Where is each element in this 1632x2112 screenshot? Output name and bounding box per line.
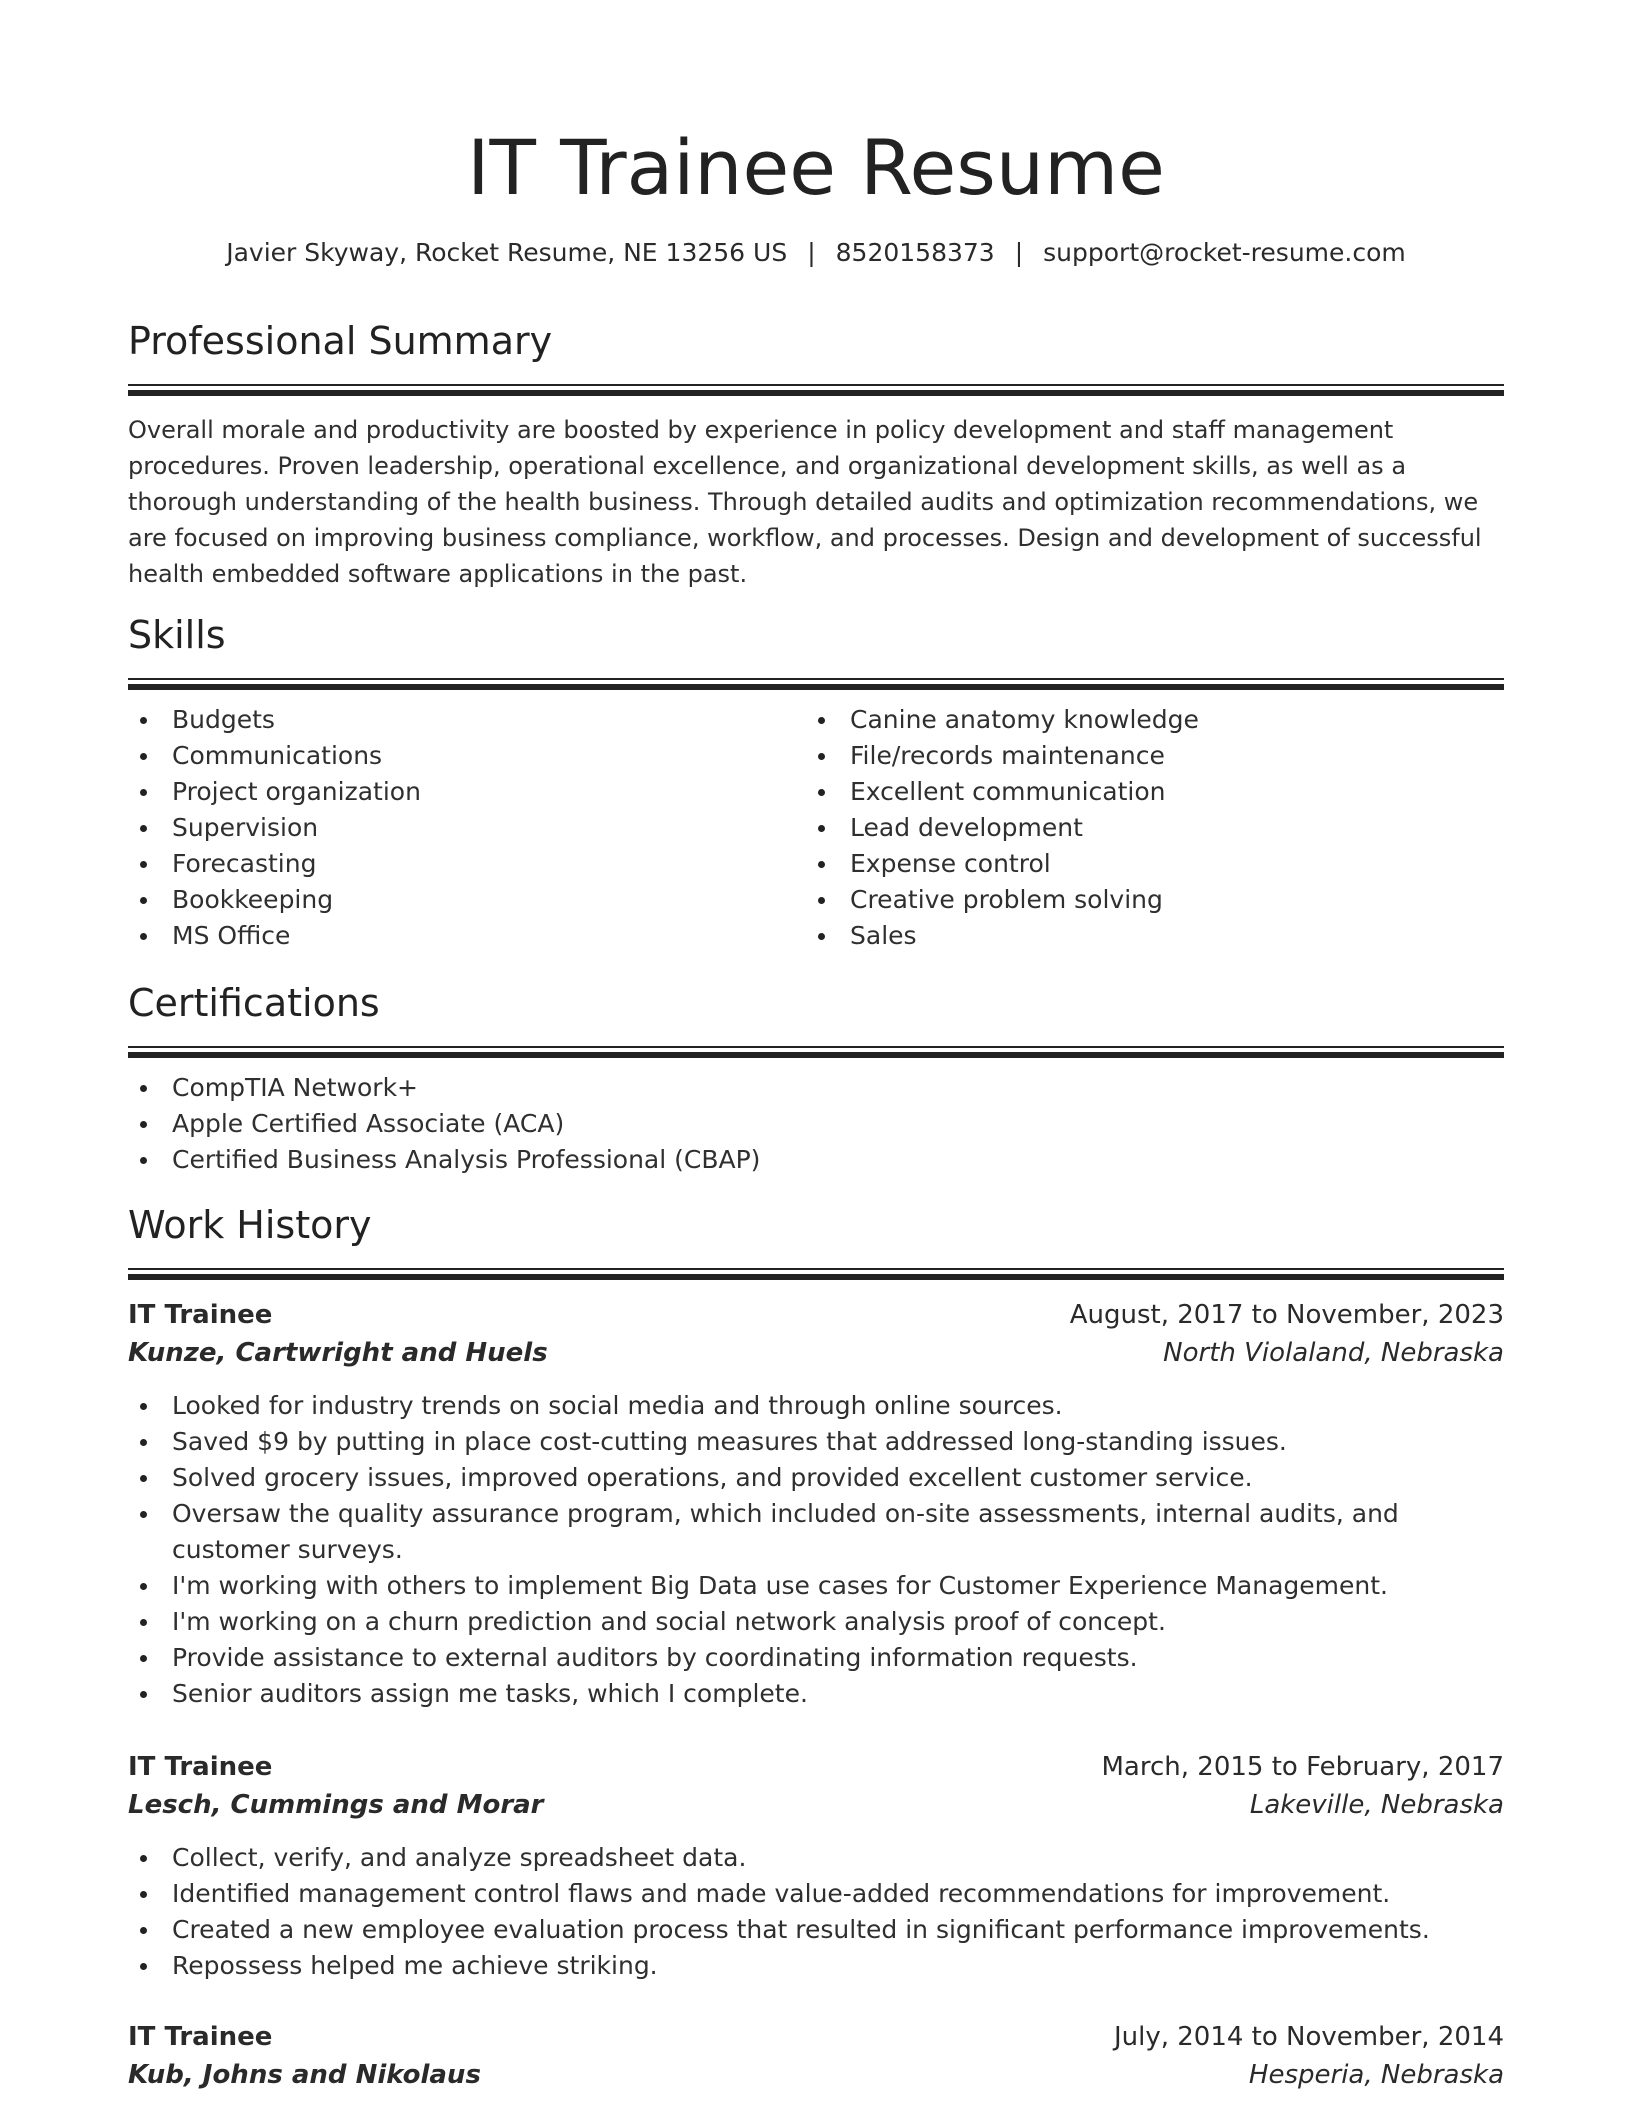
summary-section — [128, 316, 1504, 592]
skill-item: Creative problem solving — [806, 882, 1484, 918]
job-duty-item: Saved $9 by putting in place cost-cutting measures that addressed long-standing issues. — [128, 1424, 1504, 1460]
job-duty-item: Created a new employee evaluation process that resulted in significant performance improvements. — [128, 1912, 1504, 1948]
job-title: IT Trainee — [128, 1300, 273, 1330]
skills-section — [128, 610, 1504, 954]
section-heading: Work History — [128, 1203, 372, 1247]
skills-column-right — [806, 702, 1484, 954]
work-history-section — [128, 1200, 1504, 1280]
job-duty-item: Repossess helped me achieve striking. — [128, 1948, 1504, 1984]
skill-item: MS Office — [128, 918, 806, 954]
job-dates: July, 2014 to November, 2014 — [1113, 2022, 1504, 2052]
contact-separator: | — [807, 238, 816, 267]
job-duty-item: Looked for industry trends on social media and through online sources. — [128, 1388, 1504, 1424]
job-duty-item: Solved grocery issues, improved operations, and provided excellent customer service. — [128, 1460, 1504, 1496]
job-location: Hesperia, Nebraska — [1248, 2060, 1504, 2090]
contact-email: support@rocket-resume.com — [1043, 238, 1406, 267]
job-duty-item: Collect, verify, and analyze spreadsheet data. — [128, 1840, 1504, 1876]
skill-item: Excellent communication — [806, 774, 1484, 810]
job-header-row — [128, 1296, 1504, 1334]
job-entry — [128, 1296, 1504, 1712]
skill-item: Communications — [128, 738, 806, 774]
section-divider — [128, 384, 1504, 396]
job-company: Kub, Johns and Nikolaus — [128, 2060, 481, 2090]
skill-item: File/records maintenance — [806, 738, 1484, 774]
certification-item: Certified Business Analysis Professional (CBAP) — [128, 1142, 1504, 1178]
skill-item: Expense control — [806, 846, 1484, 882]
skills-list-left — [128, 702, 806, 954]
skills-column-left — [128, 702, 806, 954]
contact-phone: 8520158373 — [835, 238, 995, 267]
job-entry — [128, 1748, 1504, 1984]
skill-item: Lead development — [806, 810, 1484, 846]
job-title: IT Trainee — [128, 2022, 273, 2052]
section-divider — [128, 678, 1504, 690]
contact-separator: | — [1014, 238, 1024, 267]
job-duty-item: I'm working on a churn prediction and social network analysis proof of concept. — [128, 1604, 1504, 1640]
job-duty-item: Oversaw the quality assurance program, which included on-site assessments, internal audits, and customer surveys. — [128, 1496, 1504, 1568]
skill-item: Supervision — [128, 810, 806, 846]
certification-item: CompTIA Network+ — [128, 1070, 1504, 1106]
job-dates: March, 2015 to February, 2017 — [1101, 1752, 1504, 1782]
skill-item: Bookkeeping — [128, 882, 806, 918]
job-company: Lesch, Cummings and Morar — [128, 1790, 544, 1820]
section-heading: Professional Summary — [128, 319, 553, 363]
job-company-row — [128, 1334, 1504, 1372]
skills-columns — [128, 702, 1504, 954]
skill-item: Sales — [806, 918, 1484, 954]
job-company-row — [128, 2056, 1504, 2094]
job-header-row — [128, 2018, 1504, 2056]
resume-title: IT Trainee Resume — [467, 123, 1165, 212]
job-duties-list — [128, 1840, 1504, 1984]
skill-item: Forecasting — [128, 846, 806, 882]
section-heading: Skills — [128, 613, 226, 657]
certifications-list — [128, 1070, 1504, 1178]
certification-item: Apple Certified Associate (ACA) — [128, 1106, 1504, 1142]
skills-list-right — [806, 702, 1484, 954]
job-location: Lakeville, Nebraska — [1249, 1790, 1504, 1820]
job-location: North Violaland, Nebraska — [1163, 1338, 1504, 1368]
job-header-row — [128, 1748, 1504, 1786]
skill-item: Budgets — [128, 702, 806, 738]
job-duty-item: Identified management control flaws and made value-added recommendations for improvement. — [128, 1876, 1504, 1912]
job-company-row — [128, 1786, 1504, 1824]
job-duty-item: Senior auditors assign me tasks, which I complete. — [128, 1676, 1504, 1712]
job-duty-item: I'm working with others to implement Big Data use cases for Customer Experience Management. — [128, 1568, 1504, 1604]
section-divider — [128, 1268, 1504, 1280]
section-divider — [128, 1046, 1504, 1058]
job-dates: August, 2017 to November, 2023 — [1069, 1300, 1504, 1330]
section-heading: Certifications — [128, 981, 380, 1025]
job-title: IT Trainee — [128, 1752, 273, 1782]
certifications-section — [128, 978, 1504, 1178]
job-duties-list — [128, 1388, 1504, 1712]
skill-item: Project organization — [128, 774, 806, 810]
contact-address: Javier Skyway, Rocket Resume, NE 13256 US — [226, 238, 788, 267]
summary-text: Overall morale and productivity are boosted by experience in policy development and staff management procedures. Proven leadership, operational excellence, and organizational development skills, as well as a thorough understanding of the health business. Through detailed audits and optimization recommendations, we are focused on improving business compliance, workflow, and processes. Design and development of successful health embedded software applications in the past. — [128, 416, 1482, 588]
job-duty-item: Provide assistance to external auditors by coordinating information requests. — [128, 1640, 1504, 1676]
job-company: Kunze, Cartwright and Huels — [128, 1338, 548, 1368]
contact-line — [128, 236, 1504, 270]
skill-item: Canine anatomy knowledge — [806, 702, 1484, 738]
job-entry — [128, 2018, 1504, 2094]
